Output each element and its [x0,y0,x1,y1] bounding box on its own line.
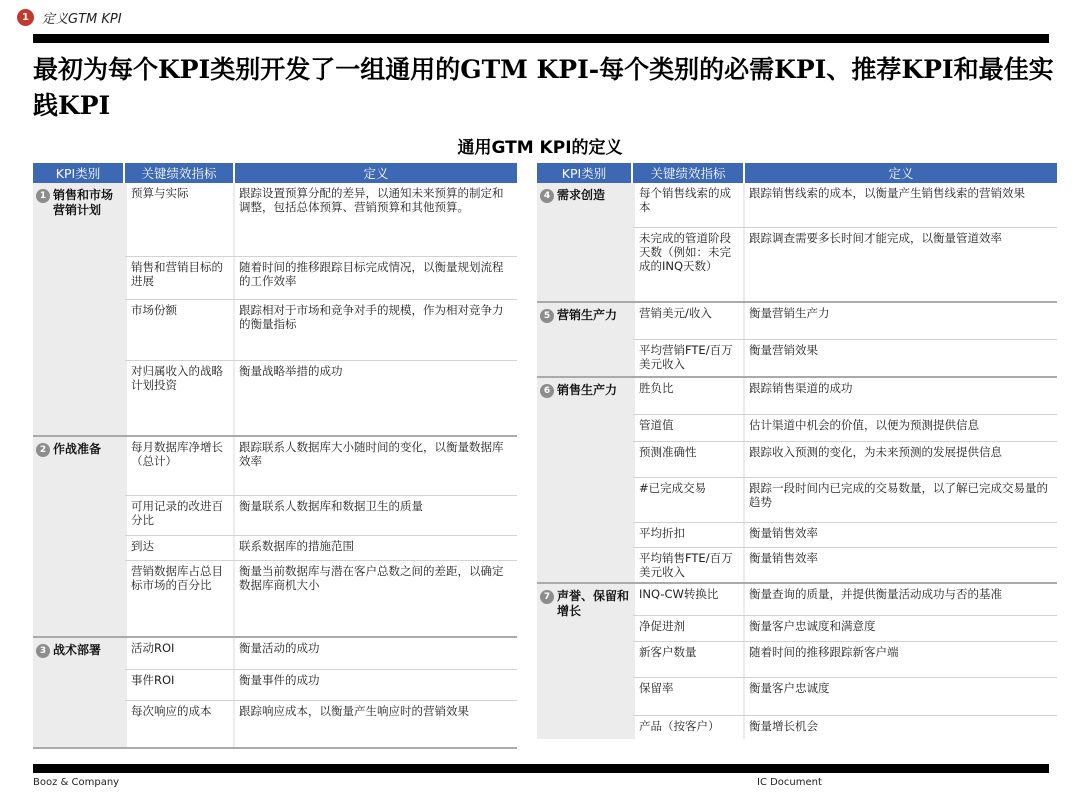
table-row [633,678,1057,716]
header-category: KPI类别 [537,163,633,183]
definition-cell: 跟踪调查需要多长时间才能完成，以衡量管道效率 [745,228,1057,301]
kpi-cell: 对归属收入的战略计划投资 [125,361,235,435]
kpi-cell: 预测准确性 [633,442,745,477]
category-label: 声誉、保留和增长 [557,589,630,618]
kpi-cell: 每月数据库净增长（总计） [125,437,235,495]
kpi-table-right [537,163,1057,739]
definition-cell: 跟踪相对于市场和竞争对手的规模，作为相对竞争力的衡量指标 [235,300,517,360]
table-row [633,228,1057,301]
kpi-cell: 每次响应的成本 [125,701,235,747]
kpi-cell: 营销美元/收入 [633,303,745,339]
kpi-category-group [33,437,517,638]
kpi-cell: 净促进剂 [633,616,745,641]
definition-cell: 随着时间的推移跟踪目标完成情况，以衡量规划流程的工作效率 [235,257,517,299]
section-breadcrumb [17,7,122,27]
kpi-category-group [537,303,1057,378]
kpi-cell: 预算与实际 [125,183,235,256]
definition-cell: 跟踪一段时间内已完成的交易数量，以了解已完成交易量的趋势 [745,478,1057,522]
category-cell [537,303,633,376]
kpi-cell: 平均销售FTE/百万美元收入 [633,548,745,582]
table-row [125,183,517,257]
header-category: KPI类别 [33,163,125,183]
definition-cell: 衡量当前数据库与潜在客户总数之间的差距，以确定数据库商机大小 [235,561,517,636]
category-number-badge: 6 [540,384,554,398]
table-row [633,523,1057,548]
kpi-cell: 新客户数量 [633,642,745,677]
definition-cell: 随着时间的推移跟踪新客户端 [745,642,1057,677]
kpi-cell: 胜负比 [633,378,745,414]
table-row [633,183,1057,228]
footer-company: Booz & Company [33,777,120,788]
definition-cell: 跟踪销售渠道的成功 [745,378,1057,414]
kpi-category-group [537,378,1057,584]
category-cell [33,183,125,435]
table-row [125,670,517,701]
definition-cell: 衡量联系人数据库和数据卫生的质量 [235,496,517,535]
kpi-cell: 活动ROI [125,638,235,669]
table-header-row [33,163,517,183]
top-divider-bar [33,34,1049,43]
table-row [633,478,1057,523]
bottom-divider-bar [33,764,1049,773]
category-label: 销售和市场营销计划 [53,188,114,217]
table-row [125,638,517,670]
kpi-cell: 产品（按客户） [633,716,745,739]
table-row [125,437,517,496]
category-number-badge: 5 [540,309,554,323]
table-row [125,496,517,536]
table-row [125,257,517,300]
table-row [125,300,517,361]
table-row [125,561,517,636]
table-row [125,701,517,747]
category-label: 作战准备 [53,442,102,456]
category-cell [33,437,125,636]
category-cell [537,183,633,301]
definition-cell: 跟踪收入预测的变化，为未来预测的发展提供信息 [745,442,1057,477]
definition-cell: 衡量客户忠诚度 [745,678,1057,715]
definition-cell: 衡量客户忠诚度和满意度 [745,616,1057,641]
definition-cell: 衡量查询的质量，并提供衡量活动成功与否的基准 [745,584,1057,615]
category-label: 营销生产力 [557,308,618,322]
table-header-row [537,163,1057,183]
table-row [633,415,1057,442]
category-label: 战术部署 [53,643,102,657]
category-number-badge: 4 [540,189,554,203]
definition-cell: 衡量销售效率 [745,523,1057,547]
category-number-badge: 1 [36,189,50,203]
kpi-category-group [33,183,517,437]
definition-cell: 衡量事件的成功 [235,670,517,700]
kpi-cell: 市场份额 [125,300,235,360]
kpi-cell: 每个销售线索的成本 [633,183,745,227]
definition-cell: 衡量活动的成功 [235,638,517,669]
table-row [125,361,517,435]
section-number-badge: 1 [17,9,34,26]
definition-cell: 衡量营销效果 [745,340,1057,376]
table-row [633,584,1057,616]
kpi-cell: 事件ROI [125,670,235,700]
table-row [633,642,1057,678]
kpi-cell: INQ-CW转换比 [633,584,745,615]
category-cell [537,584,633,739]
definition-cell: 跟踪销售线索的成本，以衡量产生销售线索的营销效果 [745,183,1057,227]
category-number-badge: 7 [540,590,554,604]
kpi-cell: #已完成交易 [633,478,745,522]
category-cell [537,378,633,582]
kpi-table-left [33,163,517,749]
kpi-cell: 未完成的管道阶段天数（例如：未完成的INQ天数） [633,228,745,301]
kpi-category-group [537,183,1057,303]
kpi-cell: 管道值 [633,415,745,441]
definition-cell: 跟踪设置预算分配的差异，以通知未来预算的制定和调整，包括总体预算、营销预算和其他预算。 [235,183,517,256]
header-kpi: 关键绩效指标 [125,163,235,183]
category-label: 销售生产力 [557,383,618,397]
category-label: 需求创造 [557,188,606,202]
table-row [633,616,1057,642]
definition-cell: 联系数据库的措施范围 [235,536,517,560]
category-cell [33,638,125,747]
kpi-cell: 到达 [125,536,235,560]
kpi-category-group [33,638,517,749]
kpi-cell: 可用记录的改进百分比 [125,496,235,535]
footer-doc-label: IC Document [757,777,822,788]
definition-cell: 衡量销售效率 [745,548,1057,582]
table-row [633,340,1057,376]
kpi-cell: 保留率 [633,678,745,715]
table-row [633,378,1057,415]
kpi-category-group [537,584,1057,739]
table-row [633,716,1057,739]
slide-title: 最初为每个KPI类别开发了一组通用的GTM KPI-每个类别的必需KPI、推荐KPI和最佳实践KPI [33,55,1054,120]
header-definition: 定义 [745,163,1057,183]
definition-cell: 衡量战略举措的成功 [235,361,517,435]
kpi-cell: 平均营销FTE/百万美元收入 [633,340,745,376]
table-row [633,303,1057,340]
definition-cell: 衡量营销生产力 [745,303,1057,339]
table-row [633,548,1057,582]
table-row [633,442,1057,478]
definition-cell: 衡量增长机会 [745,716,1057,739]
kpi-cell: 销售和营销目标的进展 [125,257,235,299]
section-label: 定义GTM KPI [42,11,122,27]
header-kpi: 关键绩效指标 [633,163,745,183]
definition-cell: 跟踪响应成本，以衡量产生响应时的营销效果 [235,701,517,747]
header-definition: 定义 [235,163,517,183]
category-number-badge: 2 [36,443,50,457]
kpi-cell: 平均折扣 [633,523,745,547]
definition-cell: 估计渠道中机会的价值，以便为预测提供信息 [745,415,1057,441]
table-row [125,536,517,561]
kpi-cell: 营销数据库占总目标市场的百分比 [125,561,235,636]
definition-cell: 跟踪联系人数据库大小随时间的变化，以衡量数据库效率 [235,437,517,495]
table-subtitle: 通用GTM KPI的定义 [457,138,623,158]
category-number-badge: 3 [36,644,50,658]
